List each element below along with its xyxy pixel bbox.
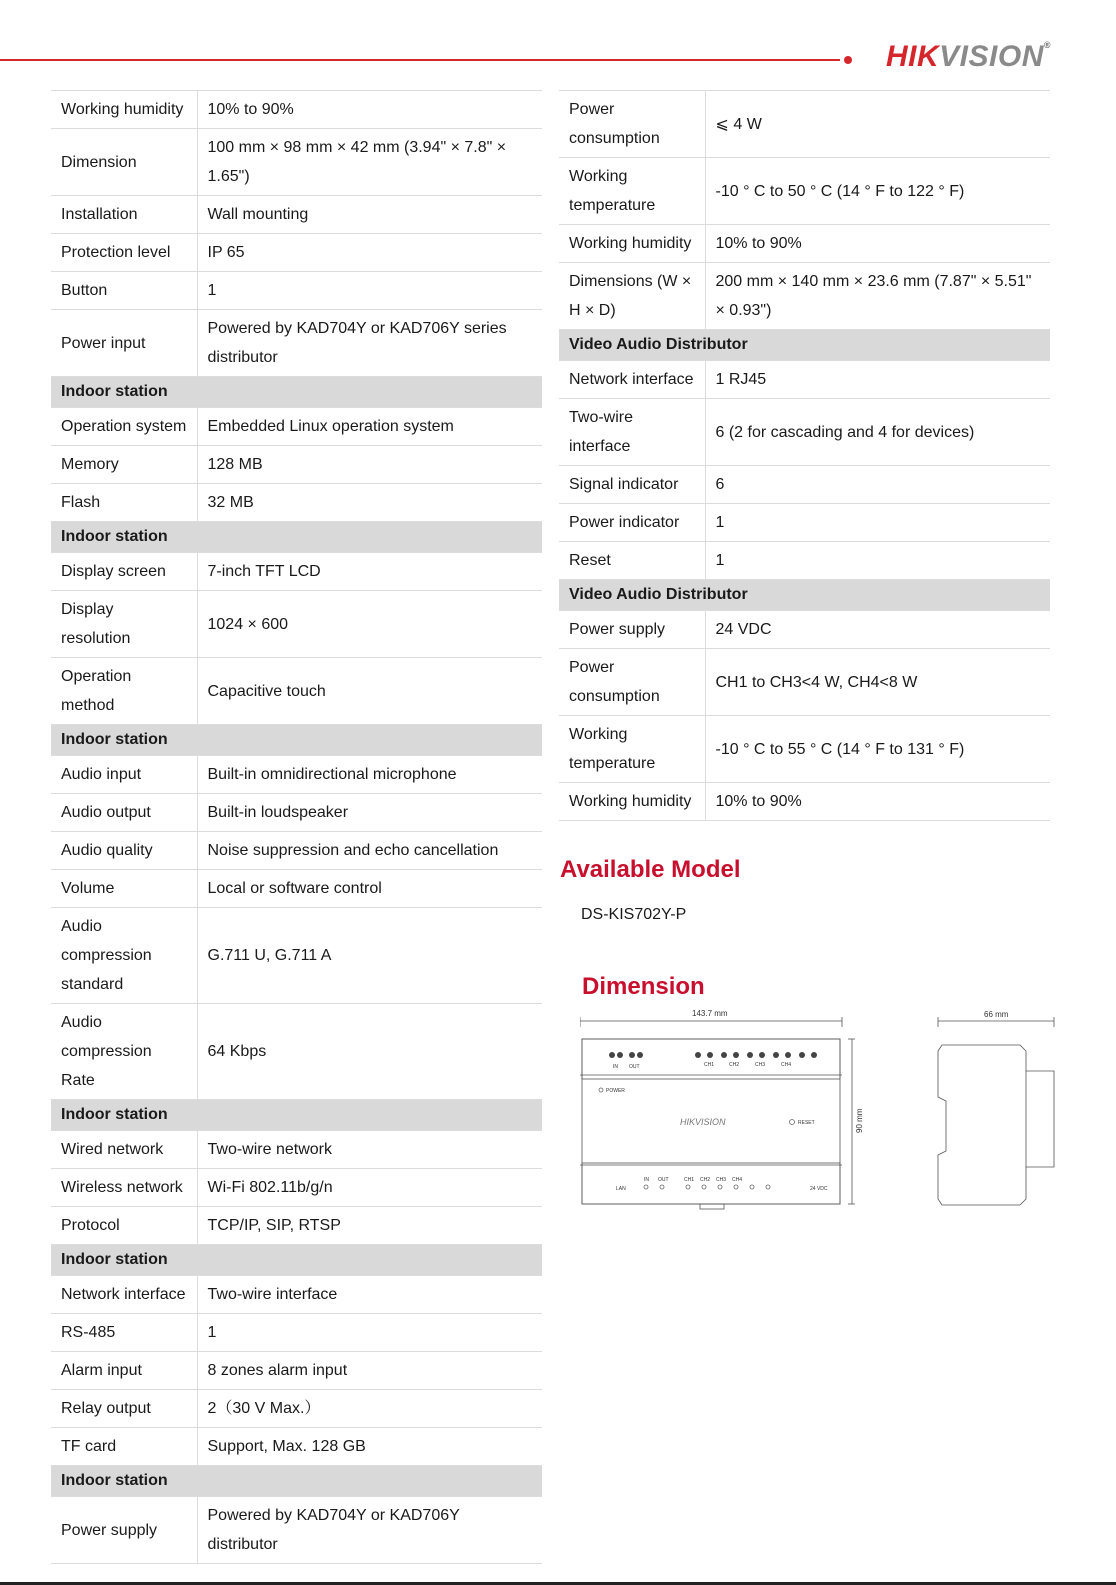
spec-row xyxy=(51,234,542,272)
label-lan: LAN xyxy=(616,1186,626,1192)
spec-value: Built-in omnidirectional microphone xyxy=(197,756,542,794)
spec-value: 200 mm × 140 mm × 23.6 mm (7.87" × 5.51" × 0.93") xyxy=(705,263,1050,330)
spec-value: 8 zones alarm input xyxy=(197,1352,542,1390)
spec-row xyxy=(51,1169,542,1207)
spec-key: Two-wire interface xyxy=(559,399,705,466)
spec-row xyxy=(51,91,542,129)
spec-value: 100 mm × 98 mm × 42 mm (3.94" × 7.8" × 1.65") xyxy=(197,129,542,196)
port-ch-4 xyxy=(733,1052,739,1058)
spec-key: Working humidity xyxy=(51,91,197,129)
port-ch-6 xyxy=(759,1052,765,1058)
spec-key: Wired network xyxy=(51,1131,197,1169)
spec-value: Powered by KAD704Y or KAD706Y series distributor xyxy=(197,310,542,377)
port-in-2 xyxy=(617,1052,623,1058)
spec-row xyxy=(559,716,1050,783)
label-ch2-bottom: CH2 xyxy=(700,1177,711,1183)
port-ch-8 xyxy=(785,1052,791,1058)
spec-key: Network interface xyxy=(51,1276,197,1314)
port-ch-9 xyxy=(799,1052,805,1058)
spec-table-right-body xyxy=(559,91,1050,821)
label-out-bottom: OUT xyxy=(658,1177,669,1183)
spec-key: Power consumption xyxy=(559,91,705,158)
spec-value: Powered by KAD704Y or KAD706Y distributor xyxy=(197,1497,542,1564)
spec-row xyxy=(51,658,542,725)
spec-value: -10 ° C to 50 ° C (14 ° F to 122 ° F) xyxy=(705,158,1050,225)
port-ch-3 xyxy=(721,1052,727,1058)
spec-row xyxy=(51,1314,542,1352)
spec-value: 10% to 90% xyxy=(705,225,1050,263)
label-ch2-top: CH2 xyxy=(729,1062,740,1068)
spec-row xyxy=(51,1497,542,1564)
spec-key: Dimension xyxy=(51,129,197,196)
section-header: Indoor station xyxy=(51,725,542,756)
logo-vision: VISION xyxy=(939,40,1044,73)
spec-key: Installation xyxy=(51,196,197,234)
spec-row xyxy=(559,361,1050,399)
spec-key: Power input xyxy=(51,310,197,377)
spec-value: Embedded Linux operation system xyxy=(197,408,542,446)
spec-key: Display screen xyxy=(51,553,197,591)
label-24vdc: 24 VDC xyxy=(810,1186,828,1192)
spec-row xyxy=(51,408,542,446)
spec-value: 1 xyxy=(705,542,1050,580)
spec-row xyxy=(559,504,1050,542)
spec-row xyxy=(51,591,542,658)
spec-key: Reset xyxy=(559,542,705,580)
spec-row xyxy=(559,263,1050,330)
section-header-row xyxy=(559,580,1050,611)
label-reset: RESET xyxy=(798,1120,815,1126)
spec-value: Built-in loudspeaker xyxy=(197,794,542,832)
section-header-row xyxy=(559,330,1050,361)
led-5 xyxy=(750,1185,754,1189)
spec-key: Flash xyxy=(51,484,197,522)
width-dimension-label: 143.7 mm xyxy=(692,1009,728,1018)
spec-key: Network interface xyxy=(559,361,705,399)
spec-key: Alarm input xyxy=(51,1352,197,1390)
spec-row xyxy=(559,611,1050,649)
led-ch1 xyxy=(686,1185,690,1189)
available-model-title: Available Model xyxy=(560,856,741,883)
port-ch-7 xyxy=(773,1052,779,1058)
section-header: Video Audio Distributor xyxy=(559,580,1050,611)
spec-row xyxy=(559,466,1050,504)
label-ch4-bottom: CH4 xyxy=(732,1177,743,1183)
section-header: Indoor station xyxy=(51,1100,542,1131)
port-ch-5 xyxy=(747,1052,753,1058)
spec-row xyxy=(51,310,542,377)
spec-key: Working humidity xyxy=(559,225,705,263)
label-power: POWER xyxy=(606,1088,625,1094)
spec-row xyxy=(559,783,1050,821)
section-header-row xyxy=(51,725,542,756)
spec-row xyxy=(51,908,542,1004)
spec-row xyxy=(559,649,1050,716)
section-header: Indoor station xyxy=(51,1466,542,1497)
spec-row xyxy=(51,446,542,484)
spec-key: Operation method xyxy=(51,658,197,725)
spec-value: Support, Max. 128 GB xyxy=(197,1428,542,1466)
spec-value: Wi-Fi 802.11b/g/n xyxy=(197,1169,542,1207)
spec-key: Power indicator xyxy=(559,504,705,542)
port-ch-1 xyxy=(695,1052,701,1058)
spec-value: Wall mounting xyxy=(197,196,542,234)
spec-row xyxy=(559,225,1050,263)
spec-key: Operation system xyxy=(51,408,197,446)
led-in xyxy=(644,1185,648,1189)
spec-key: Protection level xyxy=(51,234,197,272)
spec-value: 6 (2 for cascading and 4 for devices) xyxy=(705,399,1050,466)
spec-value: 1 RJ45 xyxy=(705,361,1050,399)
label-ch1-bottom: CH1 xyxy=(684,1177,695,1183)
spec-key: Working temperature xyxy=(559,716,705,783)
spec-value: Capacitive touch xyxy=(197,658,542,725)
spec-key: Working temperature xyxy=(559,158,705,225)
port-out-2 xyxy=(637,1052,643,1058)
spec-row xyxy=(51,1352,542,1390)
spec-row xyxy=(51,1207,542,1245)
spec-key: Protocol xyxy=(51,1207,197,1245)
spec-value: 2（30 V Max.） xyxy=(197,1390,542,1428)
spec-value: 1024 × 600 xyxy=(197,591,542,658)
spec-value: 1 xyxy=(197,272,542,310)
spec-row xyxy=(559,399,1050,466)
header-rule xyxy=(0,59,840,61)
label-out-top: OUT xyxy=(629,1064,640,1070)
spec-key: TF card xyxy=(51,1428,197,1466)
spec-table-left-body xyxy=(51,91,542,1564)
spec-row xyxy=(51,1390,542,1428)
spec-row xyxy=(51,1131,542,1169)
spec-key: Audio compression standard xyxy=(51,908,197,1004)
spec-value: 10% to 90% xyxy=(197,91,542,129)
spec-row xyxy=(51,272,542,310)
spec-row xyxy=(51,1428,542,1466)
spec-key: Memory xyxy=(51,446,197,484)
spec-key: Relay output xyxy=(51,1390,197,1428)
spec-value: 7-inch TFT LCD xyxy=(197,553,542,591)
spec-key: Power consumption xyxy=(559,649,705,716)
spec-key: Audio compression Rate xyxy=(51,1004,197,1100)
label-in-top: IN xyxy=(613,1064,618,1070)
spec-value: G.711 U, G.711 A xyxy=(197,908,542,1004)
section-header: Video Audio Distributor xyxy=(559,330,1050,361)
spec-value: Local or software control xyxy=(197,870,542,908)
label-ch3-top: CH3 xyxy=(755,1062,766,1068)
spec-row xyxy=(51,553,542,591)
height-dimension-label: 90 mm xyxy=(855,1108,864,1133)
spec-value: 1 xyxy=(705,504,1050,542)
dimension-title: Dimension xyxy=(582,973,705,1000)
spec-row xyxy=(559,91,1050,158)
spec-value: 10% to 90% xyxy=(705,783,1050,821)
section-header: Indoor station xyxy=(51,1245,542,1276)
model-number: DS-KIS702Y-P xyxy=(581,906,687,923)
section-header-row xyxy=(51,377,542,408)
port-in-1 xyxy=(609,1052,615,1058)
spec-value: TCP/IP, SIP, RTSP xyxy=(197,1207,542,1245)
spec-row xyxy=(51,870,542,908)
spec-value: 6 xyxy=(705,466,1050,504)
section-header-row xyxy=(51,1100,542,1131)
spec-row xyxy=(51,129,542,196)
spec-key: Power supply xyxy=(559,611,705,649)
spec-key: RS-485 xyxy=(51,1314,197,1352)
label-ch1-top: CH1 xyxy=(704,1062,715,1068)
spec-row xyxy=(51,1004,542,1100)
spec-key: Button xyxy=(51,272,197,310)
section-header-row xyxy=(51,1466,542,1497)
header-dot xyxy=(844,56,852,64)
spec-key: Display resolution xyxy=(51,591,197,658)
spec-key: Dimensions (W × H × D) xyxy=(559,263,705,330)
dimension-drawing xyxy=(580,1005,1070,1225)
spec-value: ⩽ 4 W xyxy=(705,91,1050,158)
power-led xyxy=(599,1088,603,1092)
spec-value: -10 ° C to 55 ° C (14 ° F to 131 ° F) xyxy=(705,716,1050,783)
spec-key: Working humidity xyxy=(559,783,705,821)
led-ch4 xyxy=(734,1185,738,1189)
logo-hik: HIK xyxy=(886,40,940,73)
port-ch-2 xyxy=(707,1052,713,1058)
spec-value: 24 VDC xyxy=(705,611,1050,649)
label-ch4-top: CH4 xyxy=(781,1062,792,1068)
spec-row xyxy=(51,794,542,832)
spec-row xyxy=(559,158,1050,225)
led-out xyxy=(660,1185,664,1189)
spec-key: Volume xyxy=(51,870,197,908)
spec-value: 64 Kbps xyxy=(197,1004,542,1100)
led-6 xyxy=(766,1185,770,1189)
spec-row xyxy=(51,1276,542,1314)
spec-value: Two-wire network xyxy=(197,1131,542,1169)
spec-value: 128 MB xyxy=(197,446,542,484)
spec-row xyxy=(51,196,542,234)
section-header: Indoor station xyxy=(51,522,542,553)
spec-value: 1 xyxy=(197,1314,542,1352)
spec-key: Wireless network xyxy=(51,1169,197,1207)
section-header-row xyxy=(51,1245,542,1276)
spec-key: Audio output xyxy=(51,794,197,832)
hikvision-logo xyxy=(886,40,1051,74)
led-ch3 xyxy=(718,1185,722,1189)
label-in-bottom: IN xyxy=(644,1177,649,1183)
spec-value: Two-wire interface xyxy=(197,1276,542,1314)
port-out-1 xyxy=(629,1052,635,1058)
spec-value: 32 MB xyxy=(197,484,542,522)
led-ch2 xyxy=(702,1185,706,1189)
spec-row xyxy=(51,756,542,794)
spec-key: Audio input xyxy=(51,756,197,794)
spec-table-right xyxy=(559,90,1050,821)
device-brand-label: HIKVISION xyxy=(680,1117,726,1127)
section-header-row xyxy=(51,522,542,553)
label-ch3-bottom: CH3 xyxy=(716,1177,727,1183)
reset-button xyxy=(790,1120,795,1125)
spec-value: Noise suppression and echo cancellation xyxy=(197,832,542,870)
spec-key: Audio quality xyxy=(51,832,197,870)
port-ch-10 xyxy=(811,1052,817,1058)
spec-row xyxy=(51,832,542,870)
spec-row xyxy=(559,542,1050,580)
spec-row xyxy=(51,484,542,522)
depth-dimension-label: 66 mm xyxy=(984,1010,1009,1019)
spec-key: Power supply xyxy=(51,1497,197,1564)
section-header: Indoor station xyxy=(51,377,542,408)
spec-value: IP 65 xyxy=(197,234,542,272)
spec-key: Signal indicator xyxy=(559,466,705,504)
logo-registered: ® xyxy=(1043,40,1052,50)
spec-table-left xyxy=(51,90,542,1564)
spec-value: CH1 to CH3<4 W, CH4<8 W xyxy=(705,649,1050,716)
